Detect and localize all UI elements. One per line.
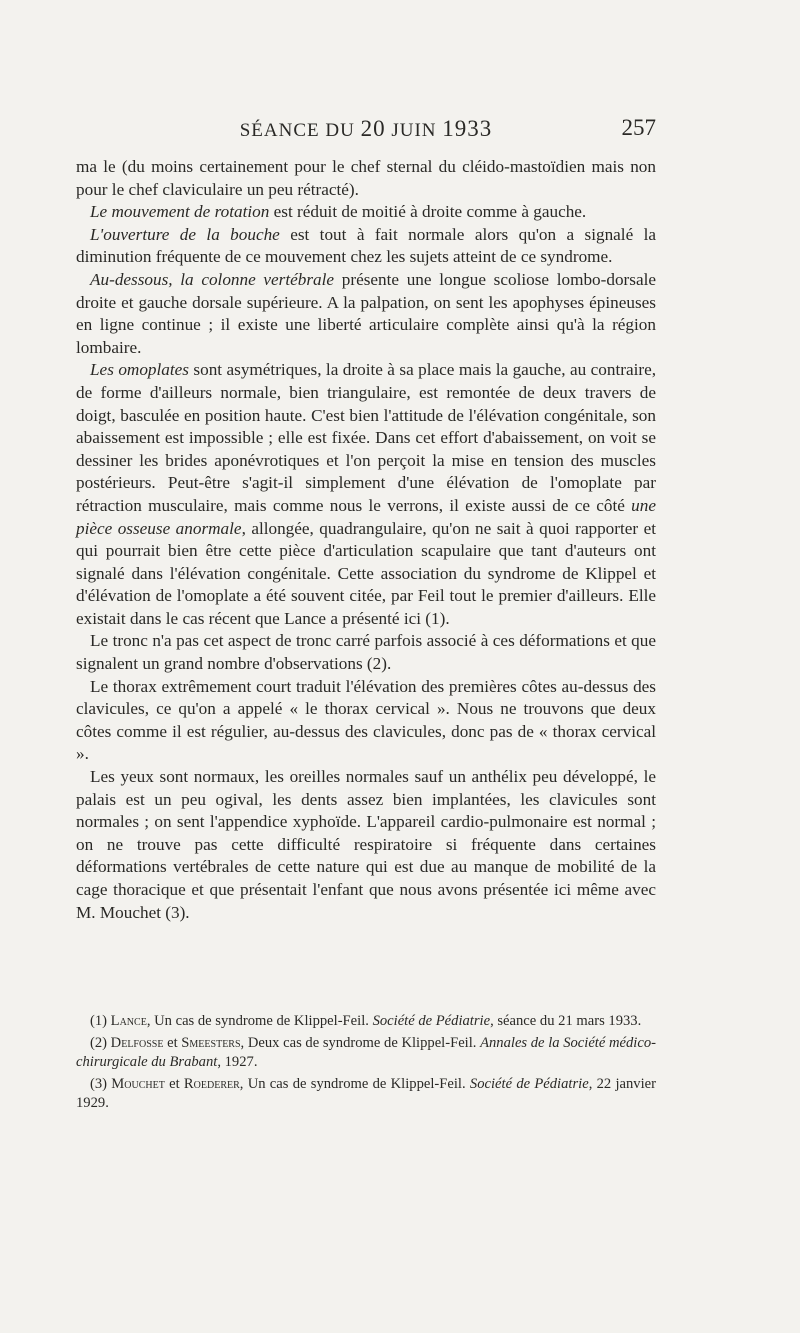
running-header — [76, 116, 656, 146]
paragraph: Le thorax extrêmement court traduit l'élévation des premières côtes au-dessus des clavicules, ce qu'on a appelé « le thorax cervical ». Nous ne trouvons que deux côtes comme il est régulier, au-dessus des clavicules, donc pas de « thorax cervical ». — [76, 676, 656, 764]
paragraph: L'ouverture de la bouche est tout à fait normale alors qu'on a signalé la diminution fréquente de ce mouvement chez les sujets atteint de ce syndrome. — [76, 224, 656, 267]
footnote: (1) Lance, Un cas de syndrome de Klippel-Feil. Société de Pédiatrie, séance du 21 mars 1933. — [90, 1013, 642, 1029]
paragraph: ma le (du moins certainement pour le chef sternal du cléido-mastoïdien mais non pour le chef claviculaire un peu rétracté). — [76, 157, 656, 199]
paragraph: Le mouvement de rotation est réduit de moitié à droite comme à gauche. — [90, 202, 587, 222]
footnote: (3) Mouchet et Roederer, Un cas de syndrome de Klippel-Feil. Société de Pédiatrie, 22 janvier 1929. — [76, 1075, 656, 1112]
paragraph: Au-dessous, la colonne vertébrale présente une longue scoliose lombo-dorsale droite et gauche dorsale supérieure. A la palpation, on sent les apophyses épineuses en ligne continue ; il existe une liberté articulaire complète ainsi qu'à la région lombaire. — [76, 269, 657, 357]
body-text — [76, 156, 656, 924]
paragraph: Les omoplates sont asymétriques, la droite à sa place mais la gauche, au contraire, de forme d'ailleurs normale, bien triangulaire, est remontée de deux travers de doigt, basculée en position haute. C'est bien l'attitude de l'élévation congénitale, son abaissement est impossible ; elle est fixée. Dans cet effort d'abaissement, on voit se dessiner les brides aponévrotiques et l'on perçoit la mise en tension des muscles postérieurs. Peut-être s'agit-il simplement d'une élévation de l'omoplate par rétraction musculaire, mais comme nous le verrons, il existe aussi de ce côté une pièce osseuse anormale, allongée, quadrangulaire, qu'on ne sait à quoi rapporter et qui pourrait bien être cette pièce d'articulation scapulaire que tant d'auteurs ont signalé dans l'élévation congénitale. Cette association du syndrome de Klippel et d'élévation de l'omoplate a été souvent citée, par Feil tout le premier d'ailleurs. Elle existait dans le cas récent que Lance a présenté ici (1). — [76, 360, 656, 628]
header-title — [76, 116, 656, 142]
paragraph: Le tronc n'a pas cet aspect de tronc carré parfois associé à ces déformations et que signalent un grand nombre d'observations (2). — [76, 631, 656, 674]
header-year: 1933 — [442, 116, 493, 141]
footnote: (2) Delfosse et Smeesters, Deux cas de syndrome de Klippel-Feil. Annales de la Société médico-chirurgicale du Brabant, 1927. — [76, 1034, 656, 1071]
header-day: 20 — [360, 116, 386, 141]
header-section: SÉANCE DU — [239, 120, 355, 141]
paragraph: Les yeux sont normaux, les oreilles normales sauf un anthélix peu développé, le palais est un peu ogival, les dents assez bien implantées, les clavicules sont normales ; on sent l'appendice xyphoïde. L'appareil cardio-pulmonaire est normal ; on ne trouve pas cette difficulté respiratoire si fréquente dans certaines déformations vertébrales de cette nature qui est due au manque de mobilité de la cage thoracique et que présentait l'enfant que nous avons présentée ici même avec M. Mouchet (3). — [76, 767, 656, 922]
footnotes — [76, 1012, 656, 1116]
page-number: 257 — [621, 115, 656, 140]
header-month: JUIN — [391, 120, 437, 141]
